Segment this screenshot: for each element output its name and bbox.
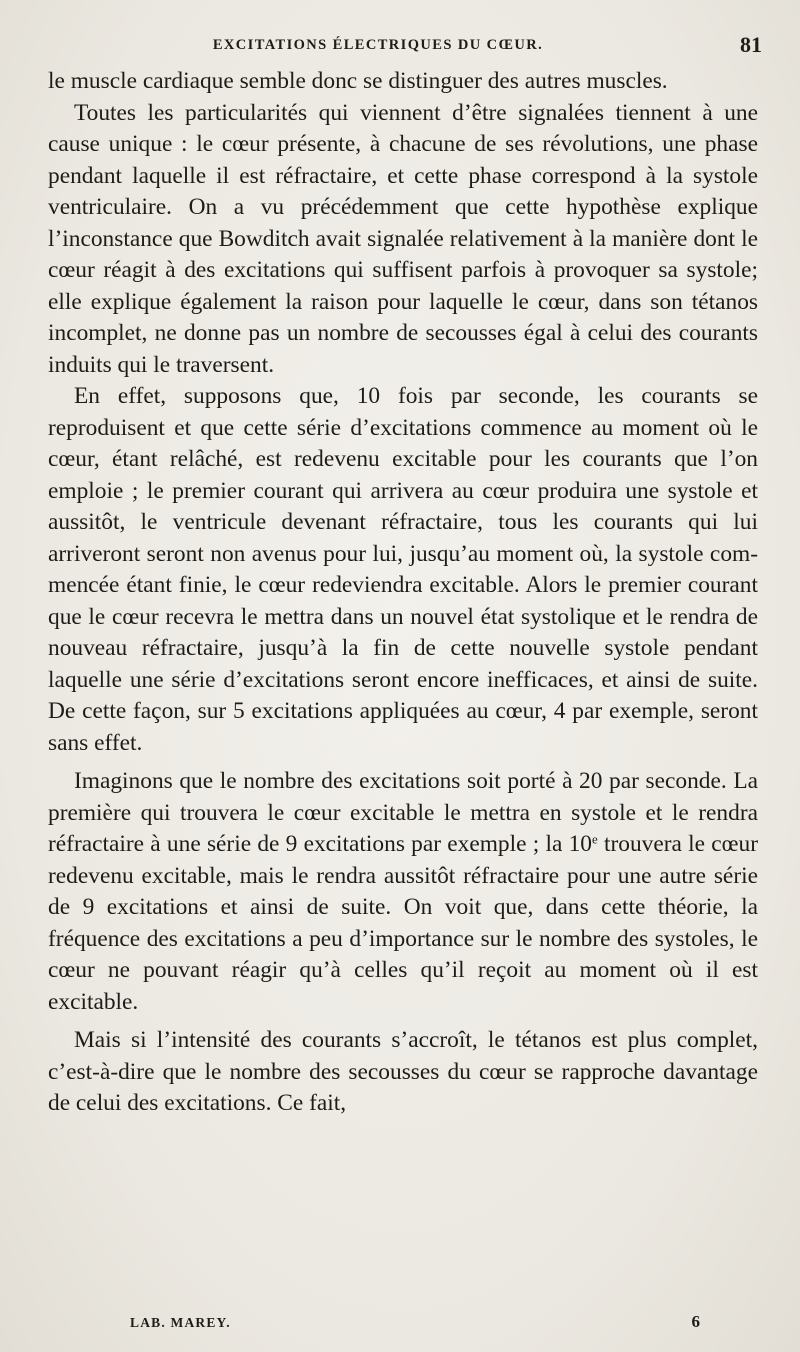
paragraph-text: trouvera le cœur redevenu excitable, mais le rendra aussitôt réfractaire pour une autre série de 9 excitations et ainsi de suite. On voit que, dans cette théorie, la fréquence des excitations a peu d’importance sur le nombre des systoles, le cœur ne pouvant réagir qu’à celles qu’il reçoit au moment où il est excitable.: [48, 831, 759, 1015]
paragraph: Mais si l’intensité des courants s’accroît, le tétanos est plus complet, c’est-à-dire que le nombre des secousses du cœur se rapproche davantage de celui des excitations. Ce fait,: [48, 1027, 758, 1116]
paragraph: En effet, supposons que, 10 fois par seconde, les courants se reproduisent et que cette série d’excitations commence au moment où le cœur, étant relâché, est redevenu excitable pour les courants que l’on emploie ; le premier courant qui arrivera au cœur produira une systole et aussitôt, le ventricule devenant réfractaire, tous les courants qui lui arriveront seront non avenus pour lui, jusqu’au moment où, la systole commencée étant finie, le cœur redeviendra excitable. Alors le premier courant que le cœur recevra le mettra dans un nouvel état systolique et le rendra de nouveau réfractaire, jusqu’à la fin de cette nouvelle systole pendant laquelle une série d’excitations seront encore inefficaces, et ainsi de suite. De cette façon, sur 5 excitations appliquées au cœur, 4 par exemple, seront sans effet.: [48, 383, 758, 756]
body-text: [48, 66, 758, 1120]
paragraph: Toutes les particularités qui viennent d’être signalées tiennent à une cause unique : le cœur présente, à chacune de ses révolutions, une phase pendant laquelle il est réfractaire, et cette phase correspond à la systole ventriculaire. On a vu précédemment que cette hypothèse explique l’inconstance que Bowditch avait signalée relativement à la manière dont le cœur réagit à des excitations qui suffisent parfois à provoquer sa systole; elle explique également la raison pour laquelle le cœur, dans son tétanos incomplet, ne donne pas un nombre de secousses égal à celui des courants induits qui le traversent.: [48, 99, 758, 378]
paragraph-text: Imaginons que le nombre des excitations soit porté à 20 par seconde. La première qui trouvera le cœur excitable le mettra en systole et le rendra réfractaire à une série de 9 excitations par exemple ; la 10: [48, 768, 758, 857]
page-number: 81: [740, 32, 762, 57]
signature-number: 6: [691, 1312, 700, 1331]
page-footer: [130, 1312, 700, 1336]
paragraph: [48, 766, 758, 1018]
paragraph-continued: le muscle cardiaque semble donc se distinguer des autres muscles.: [48, 68, 668, 94]
running-title: EXCITATIONS ÉLECTRIQUES DU CŒUR.: [212, 37, 544, 53]
ordinal-suffix: e: [592, 832, 598, 847]
signature-line: LAB. MAREY.: [130, 1315, 231, 1330]
running-head: [48, 32, 768, 66]
